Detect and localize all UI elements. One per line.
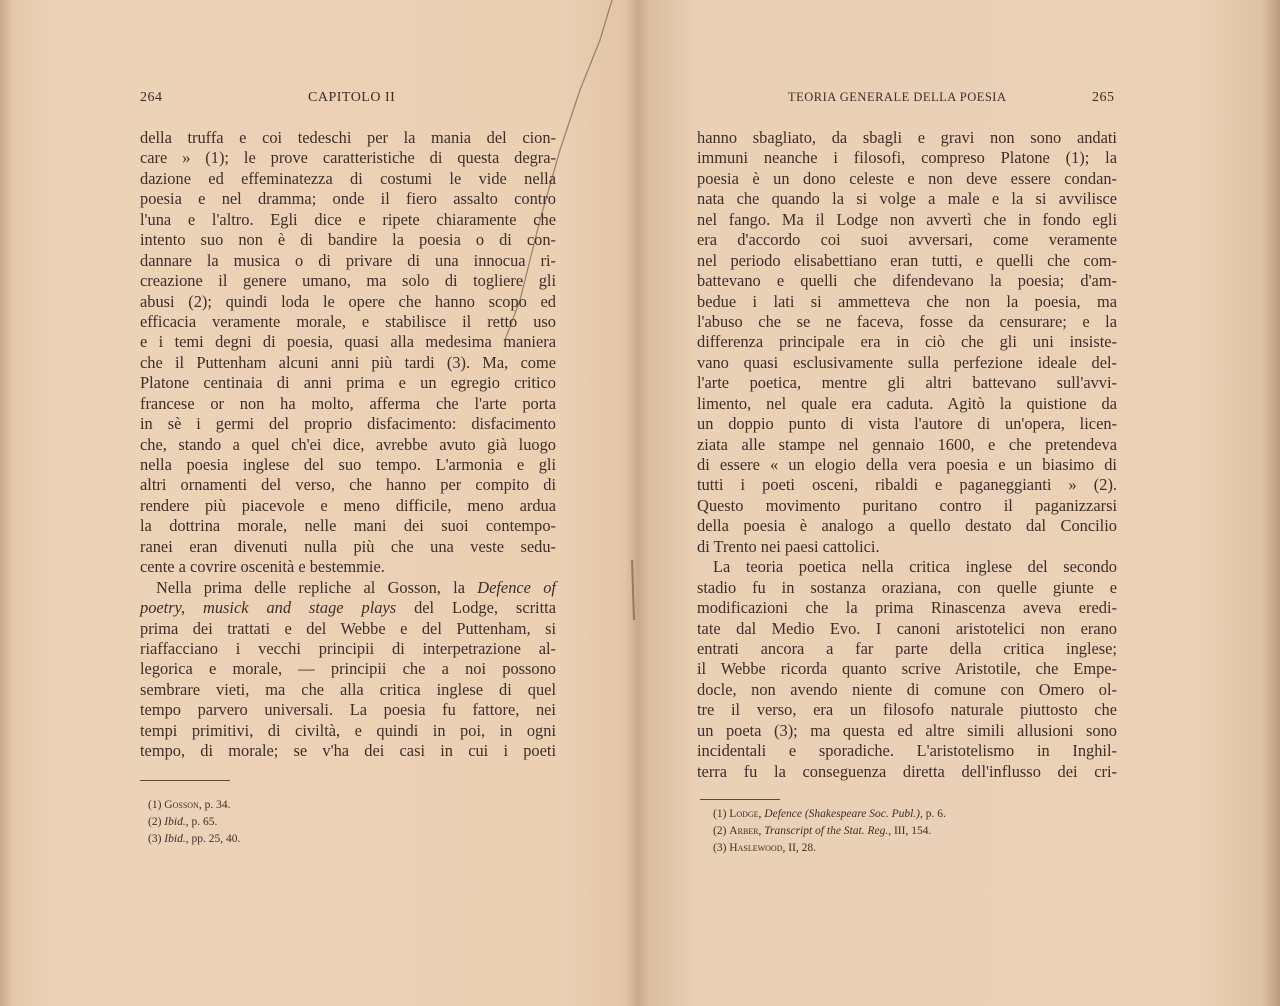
text-line: Nella prima delle repliche al Gosson, la Defence of: [156, 577, 556, 597]
text-line: della poesia è analogo a quello destato dal Concilio: [697, 516, 1117, 536]
text-line: care » (1); le prove caratteristiche di questa degra-: [140, 148, 556, 168]
text-line: poesia e nel dramma; onde il fiero assalto contro: [140, 189, 556, 209]
text-line: della truffa e coi tedeschi per la mania del cion-: [140, 128, 556, 147]
text-line: Questo movimento puritano contro il paganizzarsi: [697, 495, 1117, 515]
text-line: sembrare vieti, ma che alla critica inglese di quel: [140, 679, 556, 699]
text-line: di Trento nei paesi cattolici.: [697, 536, 880, 556]
footnote: (3) Ibid., pp. 25, 40.: [148, 833, 241, 845]
text-line: ziata alle stampe nel gennaio 1600, e che pretendeva: [697, 434, 1117, 454]
footnote-rule-left: [140, 780, 230, 781]
text-line: dazione ed effeminatezza di costumi le vide nella: [140, 168, 556, 188]
text-line: incidentali e sporadiche. L'aristotelismo in Inghil-: [697, 741, 1117, 761]
text-line: un doppio punto di vista l'autore di un'opera, licen-: [697, 414, 1117, 434]
text-line: terra fu la conseguenza diretta dell'influsso dei cri-: [697, 761, 1117, 781]
text-line: l'una e l'altro. Egli dice e ripete chiaramente che: [140, 209, 556, 229]
text-line: nella poesia inglese del suo tempo. L'armonia e gli: [140, 455, 556, 474]
text-line: e i temi degni di poesia, quasi alla medesima maniera: [140, 332, 556, 352]
text-line: Platone centinaia di anni prima e un egregio critico: [140, 373, 556, 393]
text-line: tempo parvero universali. La poesia fu fattore, nei: [140, 700, 556, 720]
page-number-right: 265: [1092, 90, 1115, 105]
text-line: La teoria poetica nella critica inglese del secondo: [713, 557, 1117, 577]
text-line: ranei eran divenuti nulla più che una veste sedu-: [140, 536, 556, 556]
text-line: il Webbe ricorda quanto scrive Aristotile, che Empe-: [697, 659, 1117, 679]
text-line: era d'accordo coi suoi avversari, come veramente: [697, 230, 1117, 250]
text-line: efficacia veramente morale, e stabilisce il retto uso: [140, 311, 556, 331]
text-line: battevano e quelli che difendevano la poesia; d'am-: [697, 271, 1117, 291]
text-line: intento suo non è di bandire la poesia o di con-: [140, 230, 556, 250]
text-line: prima dei trattati e del Webbe e del Puttenham, si: [140, 618, 556, 638]
text-line: nel periodo elisabettiano eran tutti, e quelli che com-: [697, 250, 1117, 270]
footnote: (2) Arber, Transcript of the Stat. Reg., III, 154.: [713, 825, 932, 837]
text-line: docle, non avendo niente di comune con Omero ol-: [697, 679, 1117, 699]
text-line: abusi (2); quindi loda le opere che hanno scopo ed: [140, 291, 556, 311]
text-line: in sè i germi del proprio disfacimento: disfacimento: [140, 414, 556, 434]
text-line: cente a covrire oscenità e bestemmie.: [140, 557, 385, 577]
text-line: limento, nel quale era caduta. Agitò la quistione da: [697, 393, 1117, 413]
page-number-left: 264: [140, 90, 163, 105]
text-line: la dottrina morale, nelle mani dei suoi contempo-: [140, 516, 556, 536]
text-line: tempi primitivi, di civiltà, e quindi in poi, in ogni: [140, 720, 556, 740]
text-line: modificazioni che la prima Rinascenza aveva eredi-: [697, 598, 1117, 618]
text-line: un poeta (3); ma questa ed altre simili allusioni sono: [697, 720, 1117, 740]
running-head-left: CAPITOLO II: [308, 90, 396, 105]
text-line: entrati ancora a far parte della critica inglese;: [697, 638, 1117, 658]
footnote: (3) Haslewood, II, 28.: [713, 842, 817, 854]
footnote: (2) Ibid., p. 65.: [148, 816, 218, 828]
footnote: (1) Gosson, p. 34.: [148, 799, 231, 811]
footnote-rule-right: [700, 799, 780, 800]
text-line: tate dal Medio Evo. I canoni aristotelici non erano: [697, 618, 1117, 638]
text-line: che, stando a quel ch'ei dice, avrebbe avuto già luogo: [140, 434, 556, 454]
text-line: di essere « un elogio della vera poesia e un biasimo di: [697, 455, 1117, 474]
text-line: creazione il genere umano, ma solo di togliere gli: [140, 271, 556, 291]
text-line: dannare la musica o di privare di una innocua ri-: [140, 250, 556, 270]
text-line: l'arte poetica, mentre gli altri battevano sull'avvi-: [697, 373, 1117, 393]
text-line: stadio fu in sostanza oraziana, con quelle giunte e: [697, 577, 1117, 597]
text-line: hanno sbagliato, da sbagli e gravi non sono andati: [697, 128, 1117, 147]
text-line: vano quasi esclusivamente sulla perfezione ideale del-: [697, 352, 1117, 372]
footnotes-right: [713, 806, 946, 857]
left-page-body: [140, 128, 556, 762]
text-line: nata che quando la si volge a male e la si avvilisce: [697, 189, 1117, 209]
footnote: (1) Lodge, Defence (Shakespeare Soc. Publ.), p. 6.: [713, 808, 946, 820]
text-line: legorica e morale, — principii che a noi possono: [140, 659, 556, 679]
text-line: altri ornamenti del verso, che hanno per compito di: [140, 475, 556, 495]
text-line: nel fango. Ma il Lodge non avvertì che in fondo egli: [697, 209, 1117, 229]
text-line: poesia è un dono celeste e non deve essere condan-: [697, 168, 1117, 188]
text-line: l'abuso che se ne faceva, fosse da censurare; e la: [697, 311, 1117, 331]
text-line: immuni neanche i filosofi, compreso Platone (1); la: [697, 148, 1117, 168]
text-line: riaffacciano i vecchi principii di interpetrazione al-: [140, 638, 556, 658]
text-line: tempo, di morale; se v'ha dei casi in cui i poeti: [140, 741, 556, 761]
text-line: tre il verso, era un filosofo naturale piuttosto che: [697, 700, 1117, 720]
right-page-body: [697, 128, 1117, 782]
text-line: rendere più piacevole e meno difficile, meno ardua: [140, 495, 556, 515]
text-line: francese or non ha molto, afferma che l'arte porta: [140, 393, 556, 413]
text-line: che il Puttenham alcuni anni più tardi (3). Ma, come: [140, 352, 556, 372]
running-head-right: TEORIA GENERALE DELLA POESIA: [788, 90, 1007, 104]
text-line: tutti i poeti osceni, ribaldi e paganeggianti » (2).: [697, 475, 1117, 495]
text-line: differenza principale era in ciò che gli uni insiste-: [697, 332, 1117, 352]
text-line: poetry, musick and stage plays del Lodge, scritta: [140, 598, 556, 618]
footnotes-left: [148, 797, 240, 848]
text-line: bedue i lati si ammetteva che non la poesia, ma: [697, 291, 1117, 311]
